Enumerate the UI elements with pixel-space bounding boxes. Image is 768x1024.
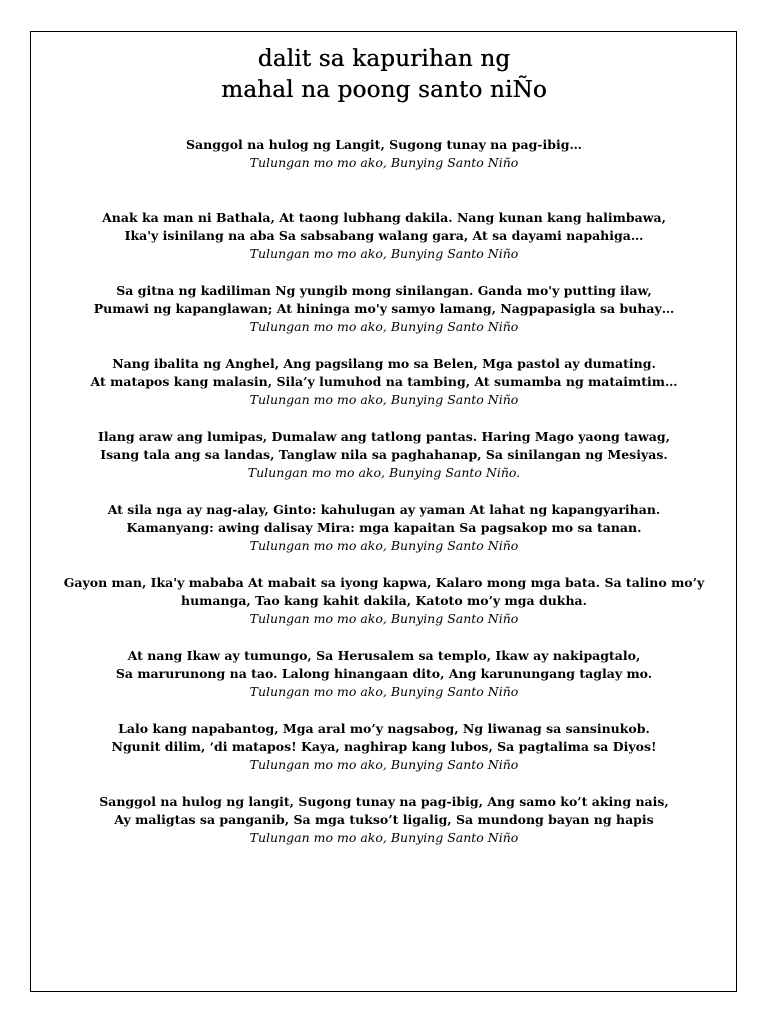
stanza-9 (0, 720, 768, 793)
stanza-line: Gayon man, Ika'y mababa At mabait sa iyong kapwa, Kalaro mong mga bata. Sa talino mo’y (63, 575, 705, 590)
refrain: Tulungan mo mo ako, Bunying Santo Niño (249, 538, 519, 553)
stanza-line: At sila nga ay nag-alay, Ginto: kahulugan ay yaman At lahat ng kapangyarihan. (107, 502, 661, 517)
stanza-3 (0, 282, 768, 355)
title-line-1: dalit sa kapurihan ng (257, 46, 511, 72)
stanza-line: humanga, Tao kang kahit dakila, Katoto mo’y mga dukha. (180, 593, 587, 608)
stanza-6 (0, 501, 768, 574)
refrain: Tulungan mo mo ako, Bunying Santo Niño. (247, 465, 521, 480)
stanza-line: Ngunit dilim, ‘di matapos! Kaya, naghirap kang lubos, Sa pagtalima sa Diyos! (111, 739, 657, 754)
document-title (0, 44, 768, 106)
stanza-line: Sa marurunong na tao. Lalong hinangaan dito, Ang karunungang taglay mo. (115, 666, 653, 681)
stanza-line: Sa gitna ng kadiliman Ng yungib mong sinilangan. Ganda mo'y putting ilaw, (116, 283, 652, 298)
stanza-line: Nang ibalita ng Anghel, Ang pagsilang mo sa Belen, Mga pastol ay dumating. (112, 356, 656, 371)
refrain: Tulungan mo mo ako, Bunying Santo Niño (249, 392, 519, 407)
refrain: Tulungan mo mo ako, Bunying Santo Niño (249, 611, 519, 626)
stanza-line: Ika'y isinilang na aba Sa sabsabang walang gara, At sa dayami napahiga… (124, 228, 644, 243)
title-line-2: mahal na poong santo niÑo (221, 77, 547, 103)
stanza-2 (0, 209, 768, 282)
stanza-7 (0, 574, 768, 647)
refrain: Tulungan mo mo ako, Bunying Santo Niño (249, 319, 519, 334)
refrain: Tulungan mo mo ako, Bunying Santo Niño (249, 155, 519, 170)
stanza-5 (0, 428, 768, 501)
stanza-line: Isang tala ang sa landas, Tanglaw nila sa paghahanap, Sa sinilangan ng Mesiyas. (100, 447, 668, 462)
refrain: Tulungan mo mo ako, Bunying Santo Niño (249, 757, 519, 772)
refrain: Tulungan mo mo ako, Bunying Santo Niño (249, 830, 519, 845)
stanza-line: Ilang araw ang lumipas, Dumalaw ang tatlong pantas. Haring Mago yaong tawag, (98, 429, 670, 444)
stanza-1 (0, 136, 768, 209)
stanza-line: At matapos kang malasin, Sila’y lumuhod na tambing, At sumamba ng mataimtim… (90, 374, 678, 389)
stanza-line: Anak ka man ni Bathala, At taong lubhang dakila. Nang kunan kang halimbawa, (102, 210, 666, 225)
stanza-line: Kamanyang: awing dalisay Mira: mga kapaitan Sa pagsakop mo sa tanan. (126, 520, 642, 535)
refrain: Tulungan mo mo ako, Bunying Santo Niño (249, 684, 519, 699)
stanza-line: Sanggol na hulog ng langit, Sugong tunay na pag-ibig, Ang samo ko’t aking nais, (99, 794, 669, 809)
refrain: Tulungan mo mo ako, Bunying Santo Niño (249, 246, 519, 261)
stanza-line: Ay maligtas sa panganib, Sa mga tukso’t ligalig, Sa mundong bayan ng hapis (114, 812, 654, 827)
stanza-line: Pumawi ng kapanglawan; At hininga mo'y samyo lamang, Nagpapasigla sa buhay… (93, 301, 675, 316)
poem-body (0, 136, 768, 866)
stanza-line: Sanggol na hulog ng Langit, Sugong tunay na pag-ibig… (186, 137, 582, 152)
stanza-line: Lalo kang napabantog, Mga aral mo’y nagsabog, Ng liwanag sa sansinukob. (118, 721, 650, 736)
stanza-line: At nang Ikaw ay tumungo, Sa Herusalem sa templo, Ikaw ay nakipagtalo, (127, 648, 641, 663)
stanza-4 (0, 355, 768, 428)
stanza-10 (0, 793, 768, 866)
stanza-8 (0, 647, 768, 720)
